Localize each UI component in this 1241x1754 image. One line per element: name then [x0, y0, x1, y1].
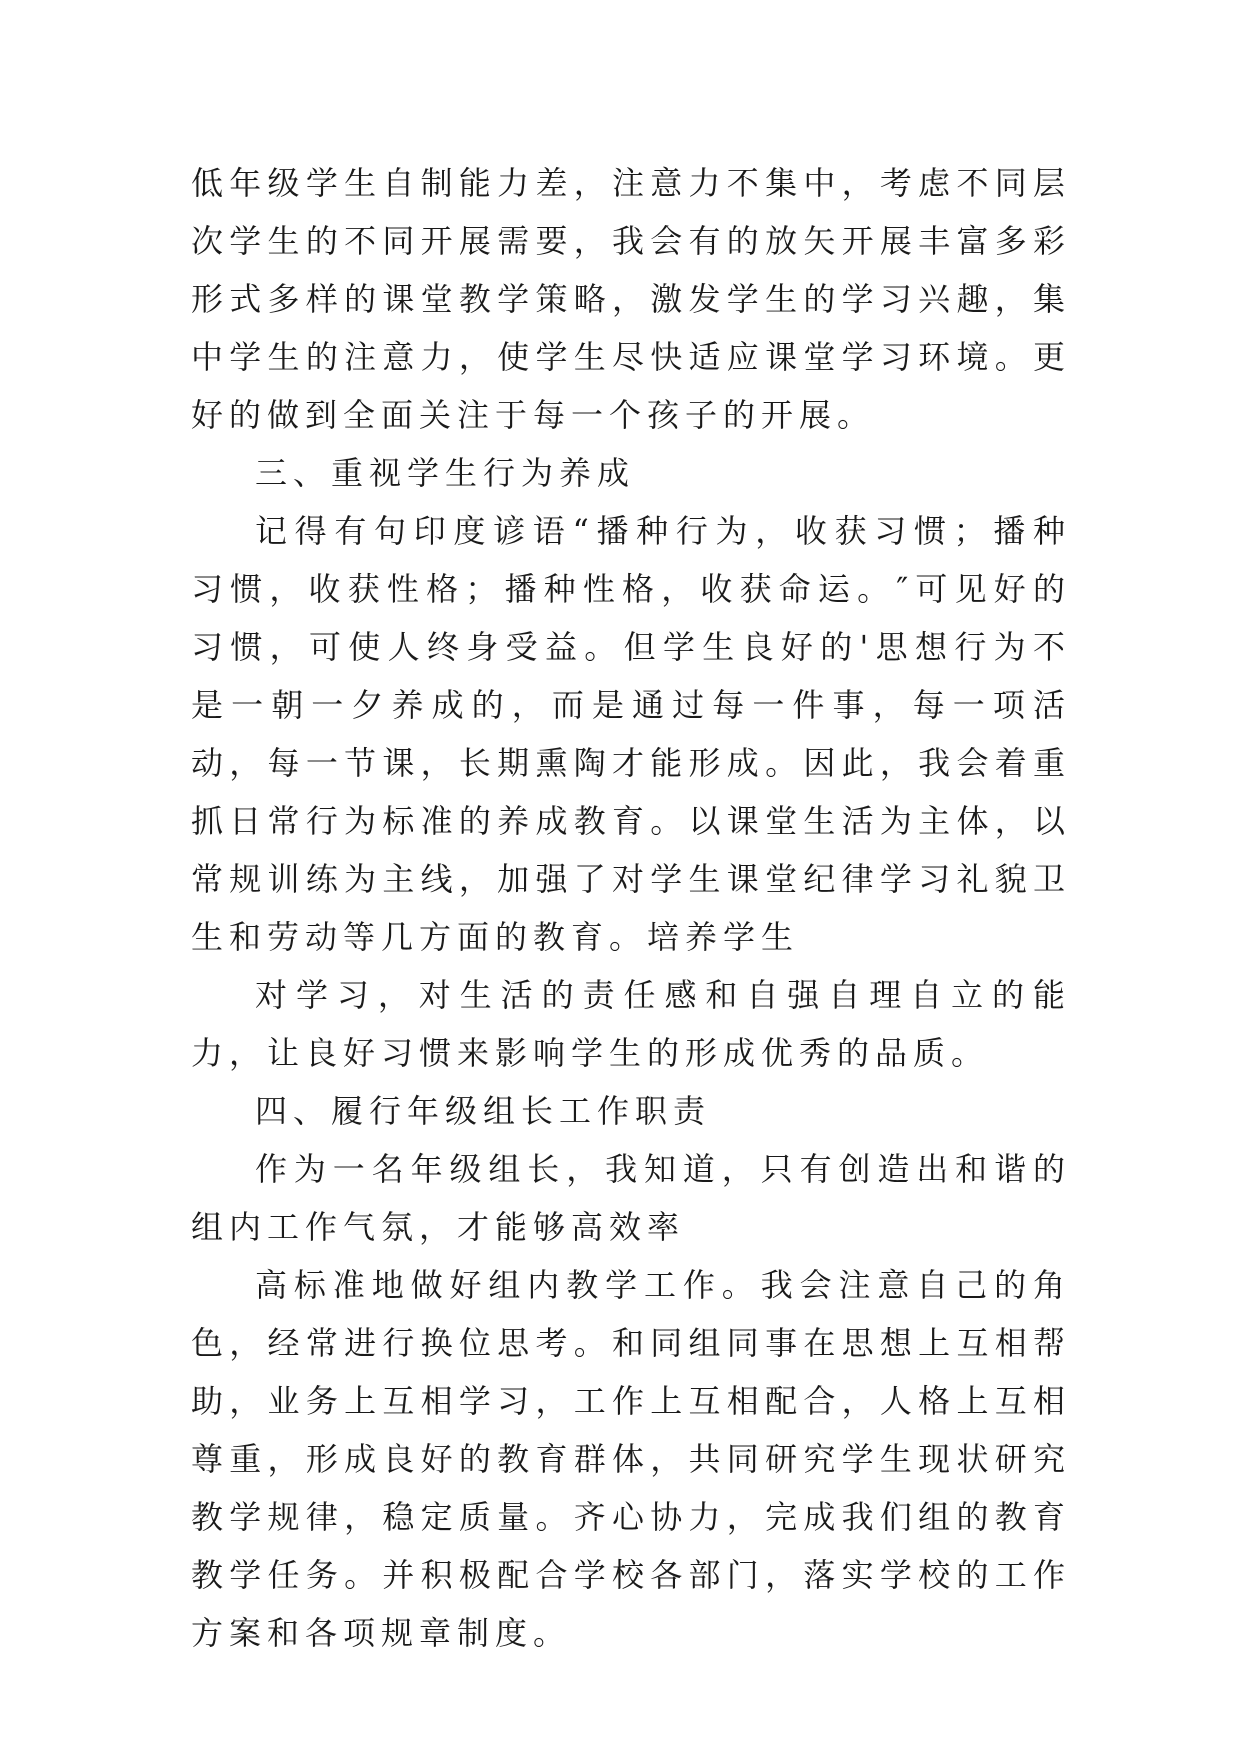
paragraph-habit-responsibility: 对学习，对生活的责任感和自强自理自立的能力，让良好习惯来影响学生的形成优秀的品质。	[191, 976, 1071, 1072]
section-heading-3: 三、重视学生行为养成	[255, 454, 636, 492]
paragraph-leader-duties: 高标准地做好组内教学工作。我会注意自己的角色，经常进行换位思考。和同组同事在思想上互相帮助，业务上互相学习，工作上互相配合，人格上互相尊重，形成良好的教育群体，共同研究学生现状研究教学规律，稳定质量。齐心协力，完成我们组的教育教学任务。并积极配合学校各部门，落实学校的工作方案和各项规章制度。	[191, 1266, 1071, 1652]
paragraph-leader-intro: 作为一名年级组长，我知道，只有创造出和谐的组内工作气氛，才能够高效率	[191, 1150, 1071, 1246]
paragraph-continuation: 低年级学生自制能力差，注意力不集中，考虑不同层次学生的不同开展需要，我会有的放矢开展丰富多彩形式多样的课堂教学策略，激发学生的学习兴趣，集中学生的注意力，使学生尽快适应课堂学习环境。更好的做到全面关注于每一个孩子的开展。	[191, 164, 1071, 434]
paragraph-habit-proverb: 记得有句印度谚语“播种行为，收获习惯；播种习惯，收获性格；播种性格，收获命运。″可见好的习惯，可使人终身受益。但学生良好的'思想行为不是一朝一夕养成的，而是通过每一件事，每一项活动，每一节课，长期熏陶才能形成。因此，我会着重抓日常行为标准的养成教育。以课堂生活为主体，以常规训练为主线，加强了对学生课堂纪律学习礼貌卫生和劳动等几方面的教育。培养学生	[191, 512, 1071, 956]
section-heading-4: 四、履行年级组长工作职责	[255, 1092, 712, 1130]
document-body	[191, 154, 1071, 1662]
